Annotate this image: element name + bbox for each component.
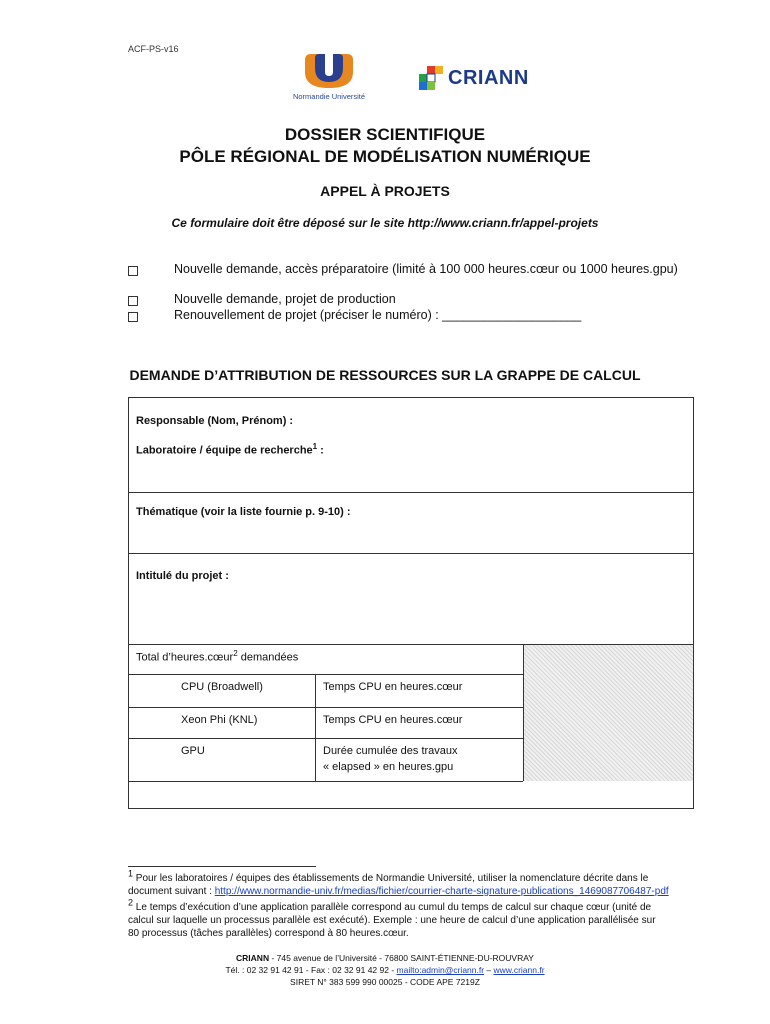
total-prefix: Total d’heures.cœur [136, 651, 234, 664]
footer-contact [0, 964, 770, 976]
page-footer [0, 952, 770, 988]
checkbox[interactable] [128, 296, 138, 306]
footnote-number: 1 [128, 868, 134, 879]
footer-address-text: - 745 avenue de l’Université - 76800 SAINT-ÉTIENNE-DU-ROUVRAY [269, 953, 534, 963]
footnote-1 [128, 868, 728, 898]
cpu-broadwell-label: CPU (Broadwell) [181, 681, 263, 693]
section-title: DEMANDE D’ATTRIBUTION DE RESSOURCES SUR LA GRAPPE DE CALCUL [129, 367, 641, 383]
responsable-label: Responsable (Nom, Prénom) : [136, 415, 294, 427]
thematique-label: Thématique (voir la liste fournie p. 9-10) : [136, 506, 351, 518]
document-code: ACF-PS-v16 [128, 44, 179, 54]
instruction-text: Ce formulaire doit être déposé sur le site http://www.criann.fr/appel-projets [171, 216, 599, 230]
footnote-text: calcul sur laquelle un processus parallèle est exécuté). Exemple : une heure de calcul d’une application parallélisée sur [128, 915, 656, 926]
footer-siret: SIRET N° 383 599 990 00025 - CODE APE 7219Z [290, 977, 480, 987]
footer-address [0, 952, 770, 964]
divider [129, 492, 693, 493]
footnote-text: 80 processus (tâches parallèles) correspond à 80 heures.cœur. [128, 928, 409, 939]
xeon-unit-label: Temps CPU en heures.cœur [323, 714, 463, 726]
title-dossier: DOSSIER SCIENTIFIQUE [284, 125, 486, 144]
footer-phone: Tél. : 02 32 91 42 91 - Fax : 02 32 91 42 92 - [225, 965, 397, 975]
total-hours-label [136, 649, 298, 664]
gpu-label: GPU [181, 745, 205, 757]
footer-separator: – [484, 965, 494, 975]
normandie-universite-logo [283, 54, 375, 106]
criann-cubes-icon [418, 66, 444, 92]
laboratoire-text: Laboratoire / équipe de recherche [136, 444, 313, 457]
divider [129, 553, 693, 554]
request-form [128, 397, 694, 809]
divider [129, 781, 523, 782]
normandie-charte-link[interactable]: http://www.normandie-univ.fr/medias/fichier/courrier-charte-signature-publications_1469087706487-pdf [214, 886, 669, 897]
footnote-text: document suivant : [128, 886, 215, 897]
divider [129, 707, 523, 708]
xeon-phi-label: Xeon Phi (KNL) [181, 714, 258, 726]
column-divider [315, 674, 316, 781]
divider [129, 674, 523, 675]
cpu-unit-label: Temps CPU en heures.cœur [323, 681, 463, 693]
footer-web-link[interactable]: www.criann.fr [493, 965, 545, 975]
footnote-ref: 1 [312, 442, 318, 451]
total-suffix: demandées [237, 651, 299, 664]
divider [129, 738, 523, 739]
footer-org: CRIANN [236, 953, 270, 963]
footnote-ref: 2 [233, 649, 238, 658]
normandie-logo-text: Normandie Université [292, 92, 366, 101]
normandie-logo-icon [303, 54, 355, 88]
option-label: Nouvelle demande, projet de production [174, 292, 396, 306]
gpu-unit-line1: Durée cumulée des travaux [323, 745, 458, 757]
title-appel: APPEL À PROJETS [320, 183, 450, 199]
option-label: Nouvelle demande, accès préparatoire (limité à 100 000 heures.cœur ou 1000 heures.gpu) [174, 262, 678, 276]
footnote-text: Pour les laboratoires / équipes des établissements de Normandie Université, utiliser la nomenclature décrite dans le [133, 873, 649, 884]
footnote-text: Le temps d’exécution d’une application parallèle correspond au cumul du temps de calcul sur chaque cœur (unité de [133, 902, 652, 913]
footnote-rule [128, 866, 316, 867]
intitule-label: Intitulé du projet : [136, 570, 229, 582]
footnote-number: 2 [128, 897, 134, 908]
laboratoire-label [136, 442, 324, 457]
title-pole: PÔLE RÉGIONAL DE MODÉLISATION NUMÉRIQUE [179, 147, 591, 166]
footer-email-link[interactable]: mailto:admin@criann.fr [396, 965, 485, 975]
footnote-2 [128, 897, 728, 940]
option-label: Renouvellement de projet (préciser le numéro) : ____________________ [174, 308, 582, 322]
criann-logo-text: CRIANN [448, 67, 529, 89]
hours-input-area[interactable] [524, 645, 693, 781]
checkbox[interactable] [128, 312, 138, 322]
gpu-unit-line2: « elapsed » en heures.gpu [323, 761, 454, 773]
laboratoire-suffix: : [317, 444, 324, 457]
checkbox[interactable] [128, 266, 138, 276]
